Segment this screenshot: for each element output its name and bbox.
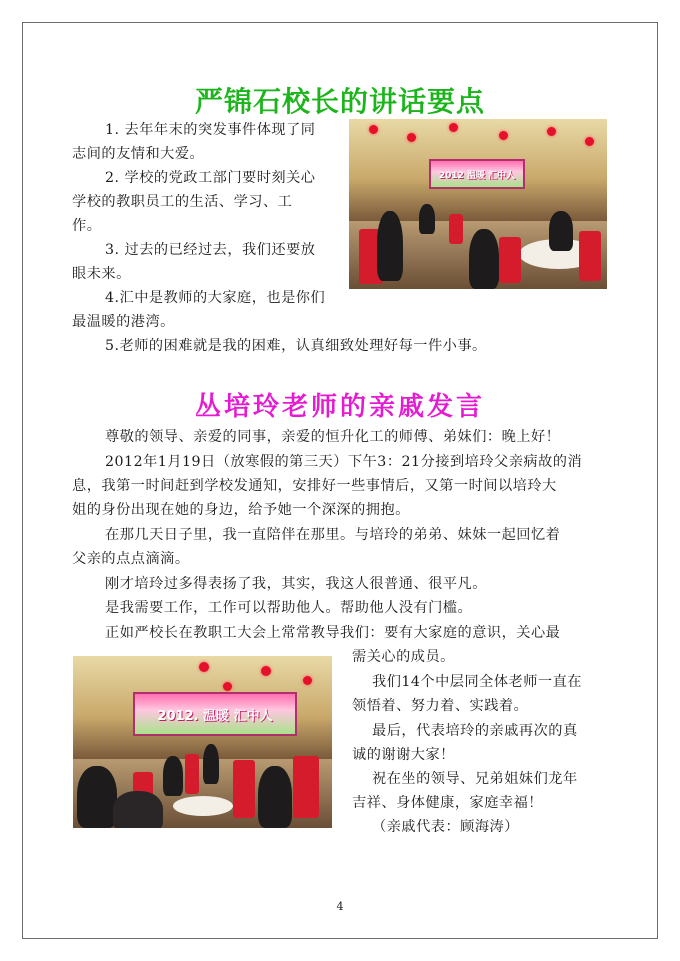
page-number: 4	[336, 900, 344, 913]
photo2-banner: 2012. 温暖 汇中人	[133, 692, 297, 736]
s1-line-10: 5.老师的困难就是我的困难，认真细致处理好每一件小事。	[105, 338, 487, 354]
s1-line-8: 4.汇中是教师的大家庭，也是你们	[105, 290, 326, 306]
s2-line-15: 祝在坐的领导、兄弟姐妹们龙年	[372, 771, 578, 787]
s1-line-1: 1. 去年年末的突发事件体现了同	[105, 122, 316, 138]
s2-line-11: 我们14个中层同全体老师一直在	[372, 674, 582, 690]
s2-line-4: 姐的身份出现在她的身边，给予她一个深深的拥抱。	[72, 502, 410, 518]
s1-line-3: 2. 学校的党政工部门要时刻关心	[105, 170, 316, 186]
s1-line-7: 眼未来。	[72, 266, 131, 282]
s1-line-2: 志间的友情和大爱。	[72, 146, 205, 162]
s2-line-12: 领悟着、努力着、实践着。	[352, 698, 529, 714]
s2-line-14: 诚的谢谢大家！	[352, 747, 455, 763]
section2-title: 丛培玲老师的亲戚发言	[194, 392, 485, 422]
s2-line-10: 需关心的成员。	[352, 649, 455, 665]
s1-line-4: 学校的教职员工的生活、学习、工	[72, 194, 293, 210]
s2-line-7: 刚才培玲过多得表扬了我，其实，我这人很普通、很平凡。	[105, 576, 487, 592]
s2-line-13: 最后，代表培玲的亲戚再次的真	[372, 723, 578, 739]
banquet-photo-2	[73, 656, 332, 828]
photo1-banner: 2012 温暖 汇中人	[429, 159, 525, 189]
s2-line-1: 尊敬的领导、亲爱的同事，亲爱的恒升化工的师傅、弟妹们：晚上好！	[105, 429, 561, 445]
s1-line-5: 作。	[72, 218, 102, 234]
s1-line-9: 最温暖的港湾。	[72, 314, 175, 330]
s2-line-3: 息，我第一时间赶到学校发通知，安排好一些事情后，又第一时间以培玲大	[72, 478, 557, 494]
banquet-photo-1	[349, 119, 607, 289]
s2-line-6: 父亲的点点滴滴。	[72, 551, 190, 567]
s2-line-17: （亲戚代表：顾海涛）	[372, 819, 519, 835]
section1-title: 严锦石校长的讲话要点	[194, 85, 485, 118]
s2-line-2: 2012年1月19日（放寒假的第三天）下午3：21分接到培玲父亲病故的消	[105, 454, 583, 470]
s2-line-5: 在那几天日子里，我一直陪伴在那里。与培玲的弟弟、妹妹一起回忆着	[105, 527, 561, 543]
s2-line-16: 吉祥、身体健康，家庭幸福！	[352, 795, 543, 811]
s2-line-9: 正如严校长在教职工大会上常常教导我们：要有大家庭的意识，关心最	[105, 625, 561, 641]
s2-line-8: 是我需要工作，工作可以帮助他人。帮助他人没有门槛。	[105, 600, 473, 616]
s1-line-6: 3. 过去的已经过去，我们还要放	[105, 242, 316, 258]
